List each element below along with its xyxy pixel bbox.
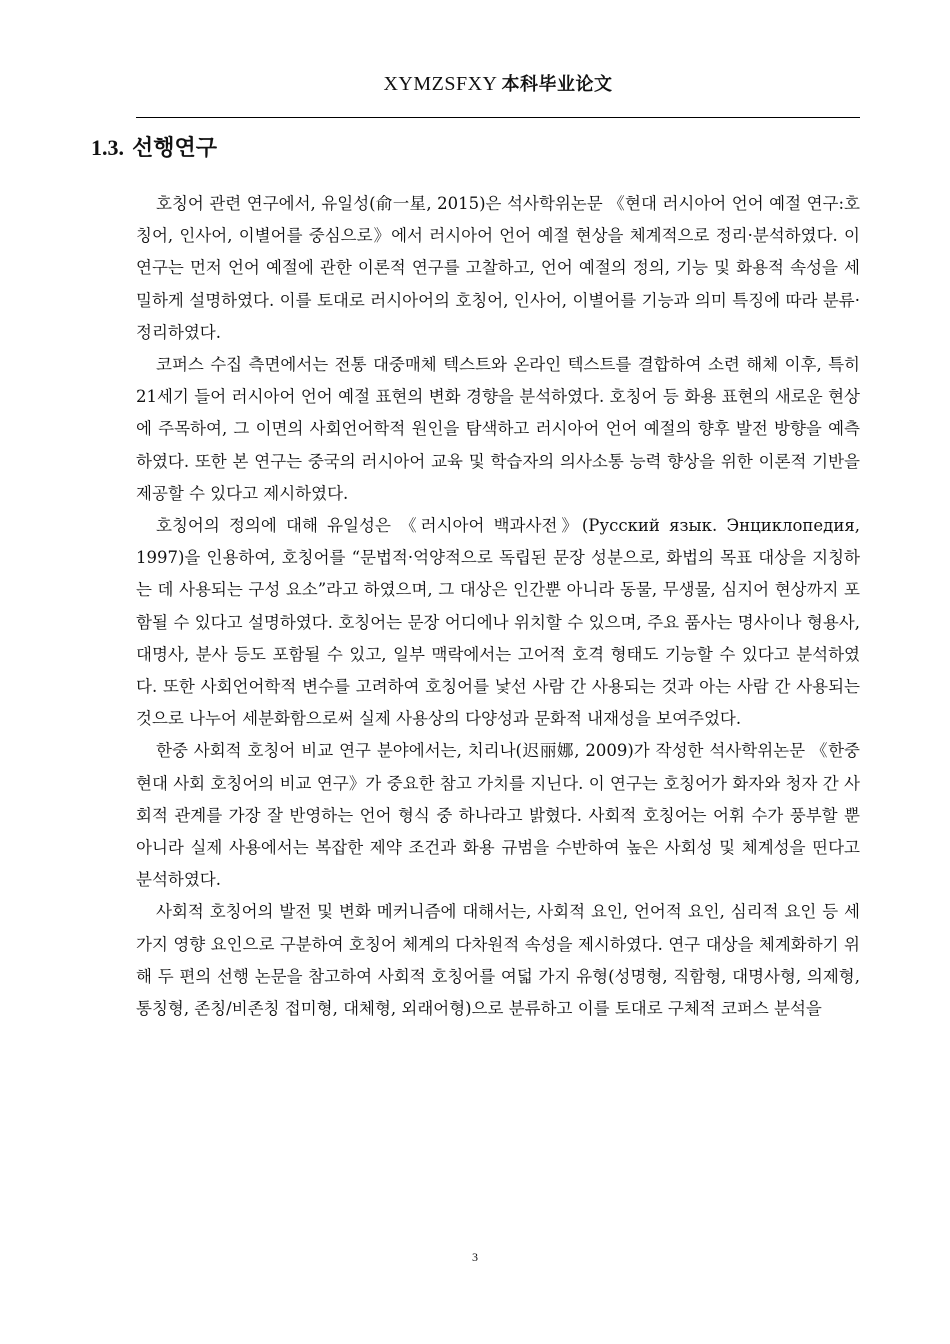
header-latin: XYMZSFXY xyxy=(383,73,498,95)
body-text xyxy=(136,188,860,1025)
paragraph-2: 코퍼스 수집 측면에서는 전통 대중매체 텍스트와 온라인 텍스트를 결합하여 소련 해체 이후, 특히 21세기 들어 러시아어 언어 예절 표현의 변화 경향을 분석하였다. 호칭어 등 화용 표현의 새로운 현상에 주목하여, 그 이면의 사회언어학적 원인을 탐색하고 러시아어 언어 예절의 향후 발전 방향을 예측하였다. 또한 본 연구는 중국의 러시아어 교육 및 학습자의 의사소통 능력 향상을 위한 이론적 기반을 제공할 수 있다고 제시하였다. xyxy=(136,355,860,503)
paragraph-1: 호칭어 관련 연구에서, 유일성(俞一星, 2015)은 석사학위논문 《현대 러시아어 언어 예절 연구:호칭어, 인사어, 이별어를 중심으로》에서 러시아어 언어 예절 현상을 체계적으로 정리·분석하였다. 이 연구는 먼저 언어 예절에 관한 이론적 연구를 고찰하고, 언어 예절의 정의, 기능 및 화용적 속성을 세밀하게 설명하였다. 이를 토대로 러시아어의 호칭어, 인사어, 이별어를 기능과 의미 특징에 따라 분류·정리하였다. xyxy=(136,194,860,342)
paragraph-5: 사회적 호칭어의 발전 및 변화 메커니즘에 대해서는, 사회적 요인, 언어적 요인, 심리적 요인 등 세 가지 영향 요인으로 구분하여 호칭어 체계의 다차원적 속성을 제시하였다. 연구 대상을 체계화하기 위해 두 편의 선행 논문을 참고하여 사회적 호칭어를 여덟 가지 유형(성명형, 직함형, 대명사형, 의제형, 통칭형, 존칭/비존칭 접미형, 대체형, 외래어형)으로 분류하고 이를 토대로 구체적 코퍼스 분석을 xyxy=(136,902,860,1019)
header-rule xyxy=(136,117,860,118)
section-heading xyxy=(91,131,217,162)
section-title: 선행연구 xyxy=(132,136,218,161)
page-header xyxy=(136,70,860,96)
page-number: 3 xyxy=(472,1250,478,1264)
paragraph-4: 한중 사회적 호칭어 비교 연구 분야에서는, 치리나(迟丽娜, 2009)가 작성한 석사학위논문 《한중 현대 사회 호칭어의 비교 연구》가 중요한 참고 가치를 지닌다. 이 연구는 호칭어가 화자와 청자 간 사회적 관계를 가장 잘 반영하는 언어 형식 중 하나라고 밝혔다. 사회적 호칭어는 어휘 수가 풍부할 뿐 아니라 실제 사용에서는 복잡한 제약 조건과 화용 규범을 수반하여 높은 사회성 및 체계성을 띤다고 분석하였다. xyxy=(136,741,860,890)
paragraph-3: 호칭어의 정의에 대해 유일성은 《러시아어 백과사전》(Русский язык. Энциклопедия, 1997)을 인용하여, 호칭어를 “문법적·억양적으로 독립된 문장 성분으로, 화법의 목표 대상을 지칭하는 데 사용되는 구성 요소”라고 하였으며, 그 대상은 인간뿐 아니라 동물, 무생물, 심지어 현상까지 포함될 수 있다고 설명하였다. 호칭어는 문장 어디에나 위치할 수 있으며, 주요 품사는 명사이나 형용사, 대명사, 분사 등도 포함될 수 있고, 일부 맥락에서는 고어적 호격 형태도 기능할 수 있다고 분석하였다. 또한 사회언어학적 변수를 고려하여 호칭어를 낯선 사람 간 사용되는 것과 아는 사람 간 사용되는 것으로 나누어 세분화함으로써 실제 사용상의 다양성과 문화적 내재성을 보여주었다. xyxy=(136,516,860,729)
section-number: 1.3. xyxy=(91,135,124,160)
header-chinese: 本科毕业论文 xyxy=(501,74,613,95)
